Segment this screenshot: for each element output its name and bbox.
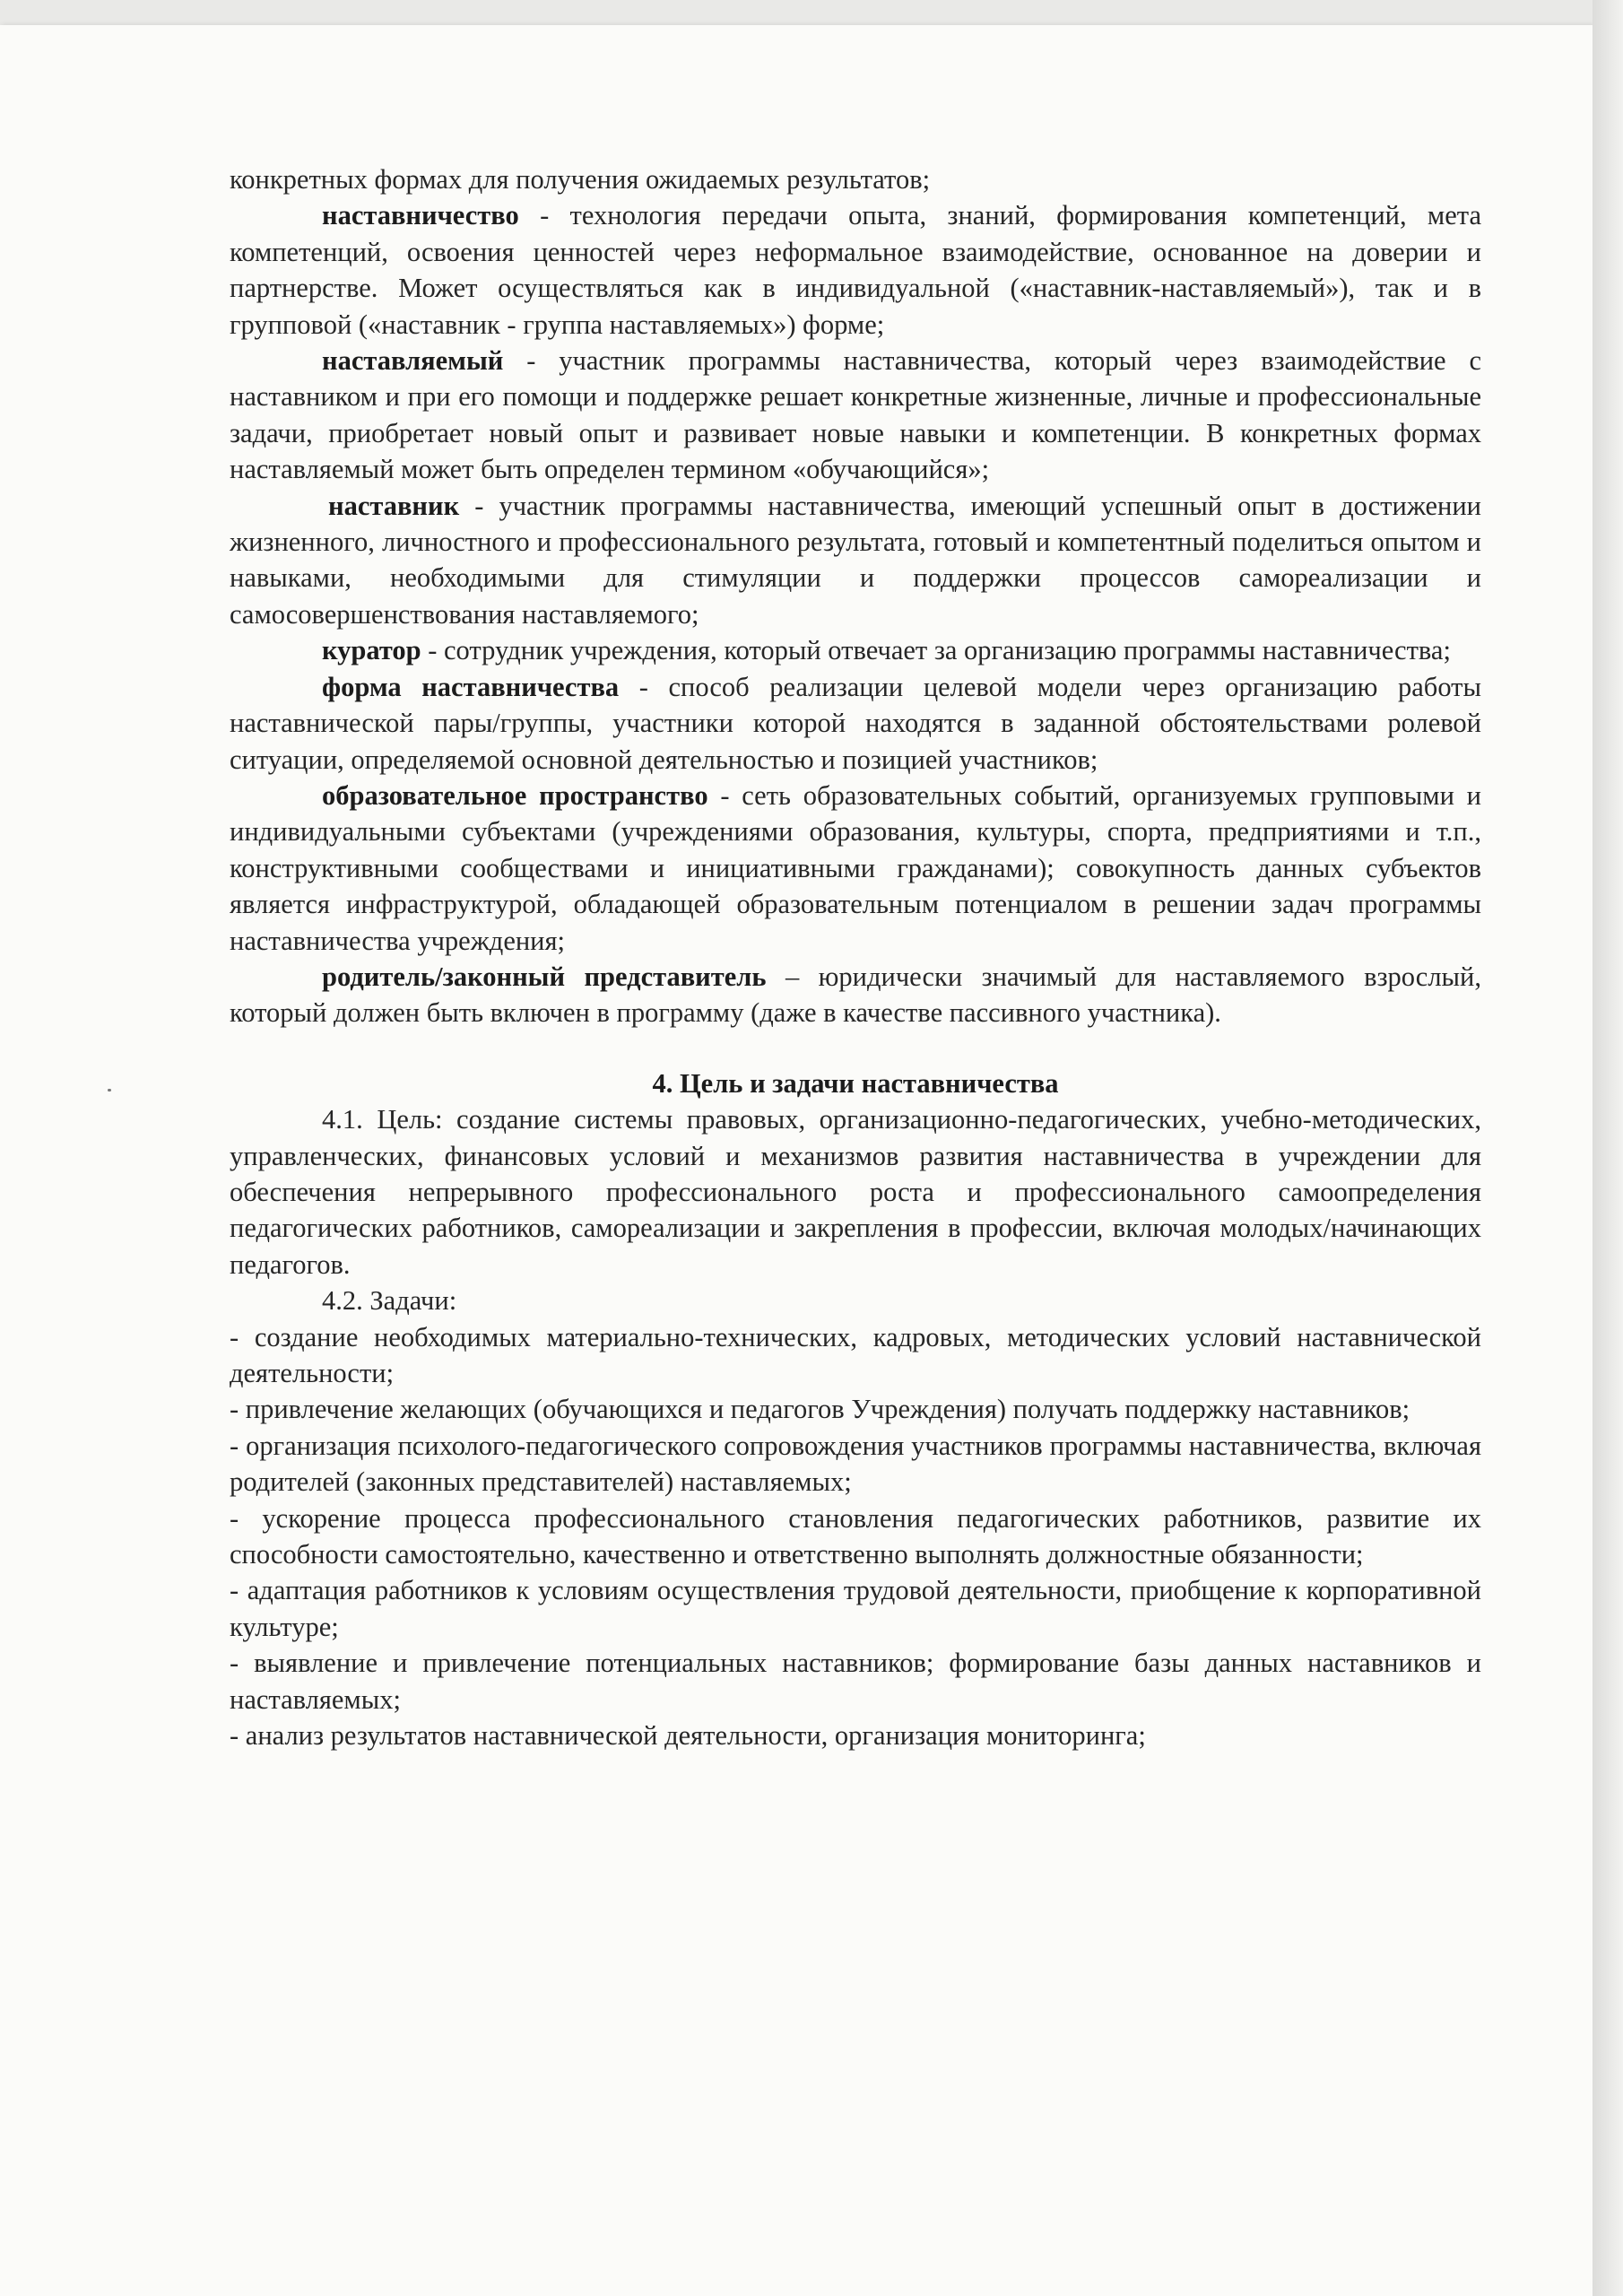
definition-mentor: наставник - участник программы наставничества, имеющий успешный опыт в достижении жизненного, личностного и профессионального результата, готовый и компетентный поделиться опытом и навыками, необходимыми для стимуляции и поддержки процессов самореализации и самосовершенствования наставляемого; xyxy=(230,490,1481,630)
term: образовательное пространство xyxy=(322,779,708,811)
section-heading: 4. Цель и задачи наставничества xyxy=(652,1067,1059,1099)
definition-curator: куратор - сотрудник учреждения, который отвечает за организацию программы наставничества; xyxy=(322,635,1451,666)
task-item: - организация психолого-педагогического сопровождения участников программы наставничества, включая родителей (законных представителей) наставляемых; xyxy=(230,1430,1481,1498)
task-item: - ускорение процесса профессионального становления педагогических работников, развитие их способности самостоятельно, качественно и ответственно выполнять должностные обязанности; xyxy=(230,1502,1481,1570)
definition-mentoring-form: форма наставничества - способ реализации целевой модели через организацию работы наставнической пары/группы, участники которой находятся в заданной обстоятельствами ролевой ситуации, определяемой основной деятельностью и позицией участников; xyxy=(230,671,1481,775)
scan-edge xyxy=(1593,0,1623,2296)
task-item: - адаптация работников к условиям осуществления трудовой деятельности, приобщение к корпоративной культуре; xyxy=(230,1575,1481,1642)
definition-mentee: наставляемый - участник программы наставничества, который через взаимодействие с наставником и при его помощи и поддержке решает конкретные жизненные, личные и профессиональные задачи, приобретает новый опыт и развивает новые навыки и компетенции. В конкретных формах наставляемый может быть определен термином «обучающийся»; xyxy=(230,345,1481,485)
term: наставник xyxy=(328,490,460,521)
term: родитель/законный представитель xyxy=(322,961,767,992)
scan-speck xyxy=(108,1089,111,1091)
task-item: - привлечение желающих (обучающихся и педагогов Учреждения) получать поддержку наставников; xyxy=(230,1394,1410,1425)
task-item: - выявление и привлечение потенциальных наставников; формирование базы данных наставников и наставляемых; xyxy=(230,1648,1481,1715)
task-item: - анализ результатов наставнической деятельности, организация мониторинга; xyxy=(230,1720,1146,1752)
task-item: - создание необходимых материально-технических, кадровых, методических условий наставнической деятельности; xyxy=(230,1321,1481,1388)
term: форма наставничества xyxy=(322,671,620,702)
term: куратор xyxy=(322,635,421,666)
definition-mentoring: наставничество - технология передачи опыта, знаний, формирования компетенций, мета компетенций, освоения ценностей через неформальное взаимодействие, основанное на доверии и партнерстве. Может осуществляться как в индивидуальной («наставник-наставляемый»), так и в групповой («наставник - группа наставляемых») форме; xyxy=(230,200,1481,340)
tasks-label: 4.2. Задачи: xyxy=(322,1285,457,1317)
definition-educational-space: образовательное пространство - сеть образовательных событий, организуемых групповыми и индивидуальными субъектами (учреждениями образования, культуры, спорта, предприятиями и т.п., конструктивными сообществами и инициативными гражданами); совокупность данных субъектов является инфраструктурой, обладающей образовательным потенциалом в решении задач программы наставничества учреждения; xyxy=(230,779,1481,956)
term: наставляемый xyxy=(322,345,504,377)
term: наставничество xyxy=(322,200,519,231)
goal-paragraph: 4.1. Цель: создание системы правовых, организационно-педагогических, учебно-методических, управленческих, финансовых условий и механизмов развития наставничества в учреждении для обеспечения непрерывного профессионального роста и профессионального самоопределения педагогических работников, самореализации и закрепления в профессии, включая молодых/начинающих педагогов. xyxy=(230,1104,1481,1280)
document-body xyxy=(230,161,1481,1753)
paragraph-continuation: конкретных формах для получения ожидаемых результатов; xyxy=(230,164,931,195)
definition-parent: родитель/законный представитель – юридически значимый для наставляемого взрослый, который должен быть включен в программу (даже в качестве пассивного участника). xyxy=(230,961,1481,1029)
